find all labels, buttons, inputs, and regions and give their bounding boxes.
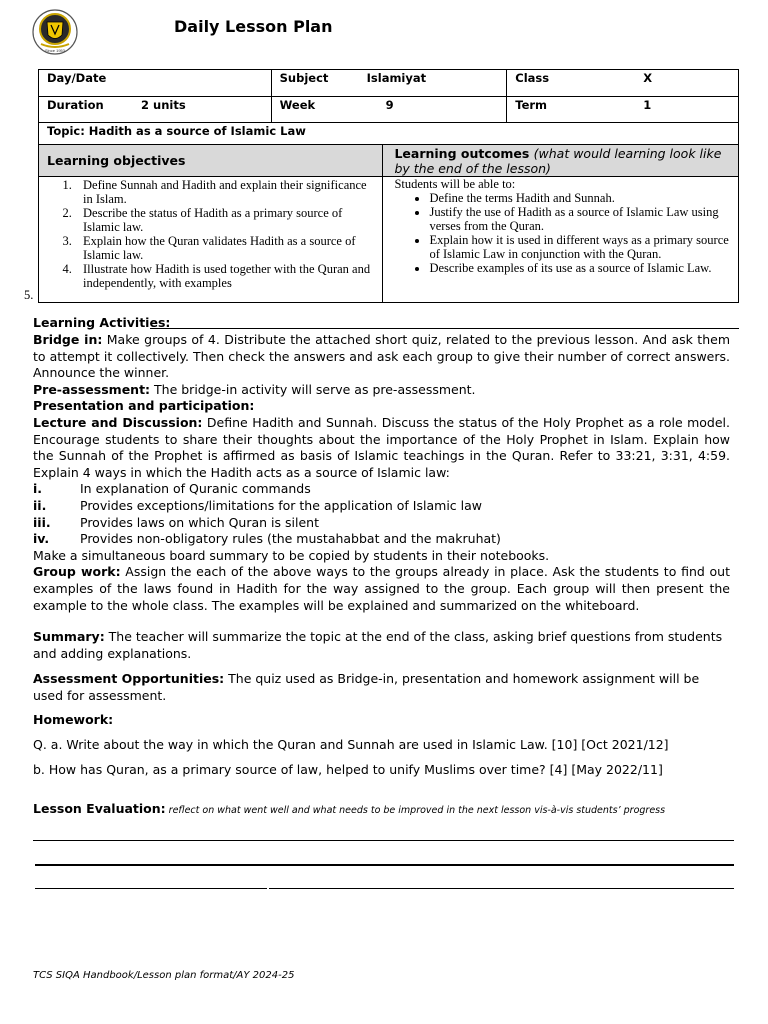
subject-cell xyxy=(271,70,507,97)
outcomes-list xyxy=(394,191,732,275)
pre-assessment-label: Pre-assessment: xyxy=(33,381,151,397)
class-label: Class xyxy=(515,71,550,85)
objectives-header xyxy=(39,145,383,177)
list-item: • Justify the use of Hadith as a source of Islamic Law using verses from the Quran. xyxy=(429,205,732,233)
list-item: 3. Explain how the Quran validates Hadith as a source of Islamic law. xyxy=(75,234,378,262)
assessment-text: The quiz used as Bridge-in, presentation and homework assignment will be used for assessment. xyxy=(33,671,700,703)
pre-assessment-paragraph xyxy=(33,382,730,399)
week-cell xyxy=(271,97,507,123)
lecture-paragraph xyxy=(33,415,730,481)
subject-value: Islamiyat xyxy=(366,71,427,85)
roman-numeral: ii. xyxy=(33,497,47,513)
ways-list xyxy=(33,481,730,547)
lesson-evaluation xyxy=(33,801,730,820)
list-item: 1. Define Sunnah and Hadith and explain their significance in Islam. xyxy=(75,178,378,206)
evaluation-line xyxy=(269,888,734,889)
roman-numeral: iii. xyxy=(33,514,51,530)
page-title: Daily Lesson Plan xyxy=(174,17,333,36)
duration-cell xyxy=(39,97,272,123)
outcomes-intro: Students will be able to: xyxy=(394,177,516,191)
topic: Topic: Hadith as a source of Islamic Law xyxy=(47,124,306,138)
week-label: Week xyxy=(279,98,316,112)
summary-paragraph xyxy=(33,629,730,662)
list-item: • Define the terms Hadith and Sunnah. xyxy=(429,191,732,205)
board-summary-text: Make a simultaneous board summary to be copied by students in their notebooks. xyxy=(33,547,550,563)
stray-number: 5. xyxy=(24,288,34,302)
homework-question-b: b. How has Quran, as a primary source of law, helped to unify Muslims over time? [4] [May 2022/11] xyxy=(33,762,663,777)
bridge-in-paragraph xyxy=(33,332,730,382)
lesson-info-table xyxy=(38,69,739,303)
group-work-paragraph xyxy=(33,564,730,614)
list-item: 2. Describe the status of Hadith as a primary source of Islamic law. xyxy=(75,206,378,234)
list-item: • Explain how it is used in different ways as a primary source of Islamic Law in conjunction with the Quran. xyxy=(429,233,732,261)
group-work-text: Assign the each of the above ways to the groups already in place. Ask the students to find out examples of the laws found in Hadith for the way assigned to the group. Each group will then present the example to the whole class. The examples will be explained and summarized on the whiteboard. xyxy=(33,564,730,613)
presentation-heading-text: Presentation and participation: xyxy=(33,398,255,414)
assessment-paragraph xyxy=(33,671,730,704)
way-text: Provides laws on which Quran is silent xyxy=(80,514,319,530)
subject-label: Subject xyxy=(279,71,329,85)
evaluation-line xyxy=(35,888,267,889)
list-item xyxy=(33,498,730,515)
term-cell xyxy=(507,97,739,123)
roman-numeral: iv. xyxy=(33,531,50,547)
objectives-heading: Learning objectives xyxy=(47,153,186,168)
class-value: X xyxy=(643,71,653,85)
list-item xyxy=(33,531,730,548)
way-text: Provides exceptions/limitations for the application of Islamic law xyxy=(80,497,482,513)
school-logo xyxy=(31,8,79,56)
roman-numeral: i. xyxy=(33,481,43,497)
term-label: Term xyxy=(515,98,548,112)
term-value: 1 xyxy=(643,98,652,112)
homework-heading-text: Homework: xyxy=(33,712,114,727)
learning-activities-heading-row xyxy=(33,315,730,332)
lesson-evaluation-note: reflect on what went well and what needs to be improved in the next lesson vis-à-vis students’ progress xyxy=(165,805,666,816)
objectives-list xyxy=(39,178,378,290)
group-work-label: Group work: xyxy=(33,564,121,580)
duration-value: 2 units xyxy=(141,98,186,112)
topic-cell xyxy=(39,123,739,145)
summary-text: The teacher will summarize the topic at the end of the class, asking brief questions from students and adding explanations. xyxy=(33,629,723,661)
activities-section xyxy=(33,332,730,614)
outcomes-heading-note: (what would learning look like by the end of the lesson) xyxy=(394,146,722,176)
lecture-label: Lecture and Discussion: xyxy=(33,414,203,430)
way-text: In explanation of Quranic commands xyxy=(80,481,311,497)
bridge-in-text: Make groups of 4. Distribute the attached short quiz, related to the previous lesson. And ask them to attempt it collectively. Then check the answers and ask each group to give their number of correct answers. Announce the winner. xyxy=(33,332,730,381)
activities-underline xyxy=(150,328,739,329)
week-value: 9 xyxy=(385,98,394,112)
day-date-cell xyxy=(39,70,272,97)
footer-text: TCS SIQA Handbook/Lesson plan format/AY 2024-25 xyxy=(33,970,295,981)
list-item xyxy=(33,481,730,498)
learning-activities-heading: Learning Activities: xyxy=(33,315,171,330)
pre-assessment-text: The bridge-in activity will serve as pre-assessment. xyxy=(150,381,476,397)
summary-label: Summary: xyxy=(33,629,105,644)
outcomes-heading: Learning outcomes xyxy=(394,146,530,161)
list-item: • Describe examples of its use as a source of Islamic Law. xyxy=(429,261,732,275)
list-item xyxy=(33,515,730,532)
bridge-in-label: Bridge in: xyxy=(33,332,103,347)
day-date-label: Day/Date xyxy=(47,71,107,85)
evaluation-line xyxy=(33,840,734,841)
outcomes-header xyxy=(383,145,739,177)
logo-caption: Since 1953 xyxy=(44,48,65,53)
objectives-cell xyxy=(39,177,383,303)
lesson-evaluation-label: Lesson Evaluation: xyxy=(33,801,166,816)
outcomes-cell xyxy=(383,177,739,303)
presentation-heading xyxy=(33,398,730,415)
class-cell xyxy=(507,70,739,97)
homework-question-a: Q. a. Write about the way in which the Quran and Sunnah are used in Islamic Law. [10] [Oct 2021/12] xyxy=(33,737,669,752)
list-item: 4. Illustrate how Hadith is used together with the Quran and independently, with examples xyxy=(75,262,378,290)
lecture-text: Define Hadith and Sunnah. Discuss the status of the Holy Prophet as a role model. Encourage students to share their thoughts about the importance of the Holy Prophet in Islam. Explain how the Sunnah of the Prophet is affirmed as basis of Islamic teachings in the Quran. Refer to 33:21, 3:31, 4:59. Explain 4 ways in which the Hadith acts as a source of Islamic law: xyxy=(33,414,731,480)
evaluation-line xyxy=(35,864,734,866)
homework-heading xyxy=(33,712,730,729)
way-text: Provides non-obligatory rules (the mustahabbat and the makruhat) xyxy=(80,531,501,547)
duration-label: Duration xyxy=(47,98,104,112)
assessment-label: Assessment Opportunities: xyxy=(33,671,225,686)
